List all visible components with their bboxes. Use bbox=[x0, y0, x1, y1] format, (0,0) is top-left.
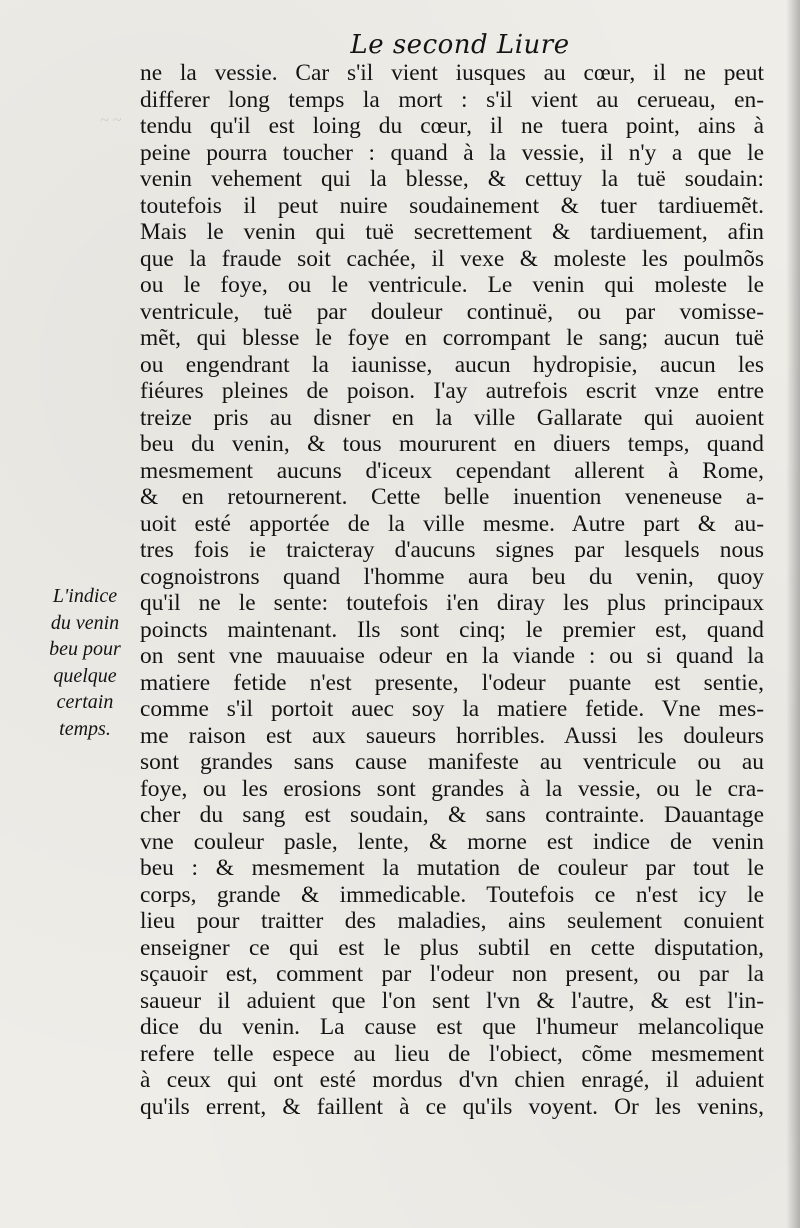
text-line: beu : & mesmement la mutation de couleur par tout le bbox=[140, 855, 764, 881]
text-line: corps, grande & immedicable. Toutefois ce n'est icy le bbox=[140, 881, 764, 908]
text-line: tres fois ie traicteray d'aucuns signes par lesquels nous bbox=[140, 537, 764, 563]
text-line: mẽt, qui blesse le foye en corrompant le sang; aucun tuë bbox=[140, 325, 764, 351]
text-line: sçauoir est, comment par l'odeur non present, ou par la bbox=[140, 961, 764, 987]
text-line: mesmement aucuns d'iceux cependant allerent à Rome, bbox=[140, 457, 764, 484]
running-header: Le second Liure bbox=[350, 30, 570, 60]
text-line: qu'il ne le sente: toutefois i'en diray les plus principaux bbox=[140, 590, 764, 616]
text-line: uoit esté apportée de la ville mesme. Autre part & au- bbox=[140, 510, 764, 537]
text-line: fiéures pleines de poison. I'ay autrefois escrit vnze entre bbox=[140, 378, 764, 404]
text-line: qu'ils errent, & faillent à ce qu'ils voyent. Or les venins, bbox=[140, 1093, 764, 1120]
text-line: me raison est aux saueurs horribles. Aussi les douleurs bbox=[140, 722, 764, 749]
margin-note-line: temps. bbox=[59, 717, 111, 740]
text-line: on sent vne mauuaise odeur en la viande : ou si quand la bbox=[140, 643, 764, 669]
margin-note-line: L'indice bbox=[52, 585, 118, 607]
text-line: que la fraude soit cachée, il vexe & moleste les poulmõs bbox=[140, 245, 764, 272]
margin-note bbox=[26, 583, 144, 742]
text-line: & en retournerent. Cette belle inuention veneneuse a- bbox=[140, 484, 764, 510]
text-line: cher du sang est soudain, & sans contrainte. Dauantage bbox=[140, 802, 764, 828]
text-line: tendu qu'il est loing du cœur, il ne tuera point, ains à bbox=[140, 113, 764, 139]
page-edge-shadow bbox=[786, 0, 800, 1228]
main-text-block bbox=[140, 60, 764, 1120]
text-line: differer long temps la mort : s'il vient au cerueau, en- bbox=[140, 86, 764, 113]
text-line: venin vehement qui la blesse, & cettuy la tuë soudain: bbox=[140, 166, 764, 192]
text-line: Mais le venin qui tuë secrettement & tardiuement, afin bbox=[140, 219, 764, 245]
margin-note-line: du venin bbox=[50, 611, 120, 634]
text-line: dice du venin. La cause est que l'humeur melancolique bbox=[140, 1014, 764, 1040]
text-line: ventricule, tuë par douleur continuë, ou par vomisse- bbox=[140, 298, 764, 325]
margin-note-line: certain bbox=[56, 691, 114, 713]
margin-note-line: quelque bbox=[53, 664, 117, 687]
text-line: foye, ou les erosions sont grandes à la vessie, ou le cra- bbox=[140, 775, 764, 802]
text-line: sont grandes sans cause manifeste au ventricule ou au bbox=[140, 749, 764, 775]
text-line: comme s'il portoit auec soy la matiere fetide. Vne mes- bbox=[140, 696, 764, 722]
text-line: poincts maintenant. Ils sont cinq; le premier est, quand bbox=[140, 616, 764, 643]
text-line: ne la vessie. Car s'il vient iusques au cœur, il ne peut bbox=[140, 60, 764, 86]
text-line: ou le foye, ou le ventricule. Le venin qui moleste le bbox=[140, 272, 764, 298]
text-line: beu du venin, & tous moururent en diuers temps, quand bbox=[140, 431, 764, 457]
text-line: enseigner ce qui est le plus subtil en cette disputation, bbox=[140, 934, 764, 961]
text-line: ou engendrant la iaunisse, aucun hydropisie, aucun les bbox=[140, 351, 764, 378]
text-line: peine pourra toucher : quand à la vessie, il n'y a que le bbox=[140, 139, 764, 166]
text-line: treize pris au disner en la ville Gallarate qui auoient bbox=[140, 404, 764, 431]
margin-note-line: beu pour bbox=[49, 638, 121, 660]
text-line: à ceux qui ont esté mordus d'vn chien enragé, il aduient bbox=[140, 1067, 764, 1093]
text-line: toutefois il peut nuire soudainement & tuer tardiuemẽt. bbox=[140, 192, 764, 219]
text-line: matiere fetide n'est presente, l'odeur puante est sentie, bbox=[140, 669, 764, 696]
text-line: refere telle espece au lieu de l'obiect, cõme mesmement bbox=[140, 1040, 764, 1067]
text-line: lieu pour traitter des maladies, ains seulement conuient bbox=[140, 908, 764, 934]
text-line: saueur il aduient que l'on sent l'vn & l'autre, & est l'in- bbox=[140, 987, 764, 1014]
bleed-through-mark: ~ ~ bbox=[100, 112, 122, 129]
text-line: cognoistrons quand l'homme aura beu du venin, quoy bbox=[140, 563, 764, 590]
text-line: vne couleur pasle, lente, & morne est indice de venin bbox=[140, 828, 764, 855]
